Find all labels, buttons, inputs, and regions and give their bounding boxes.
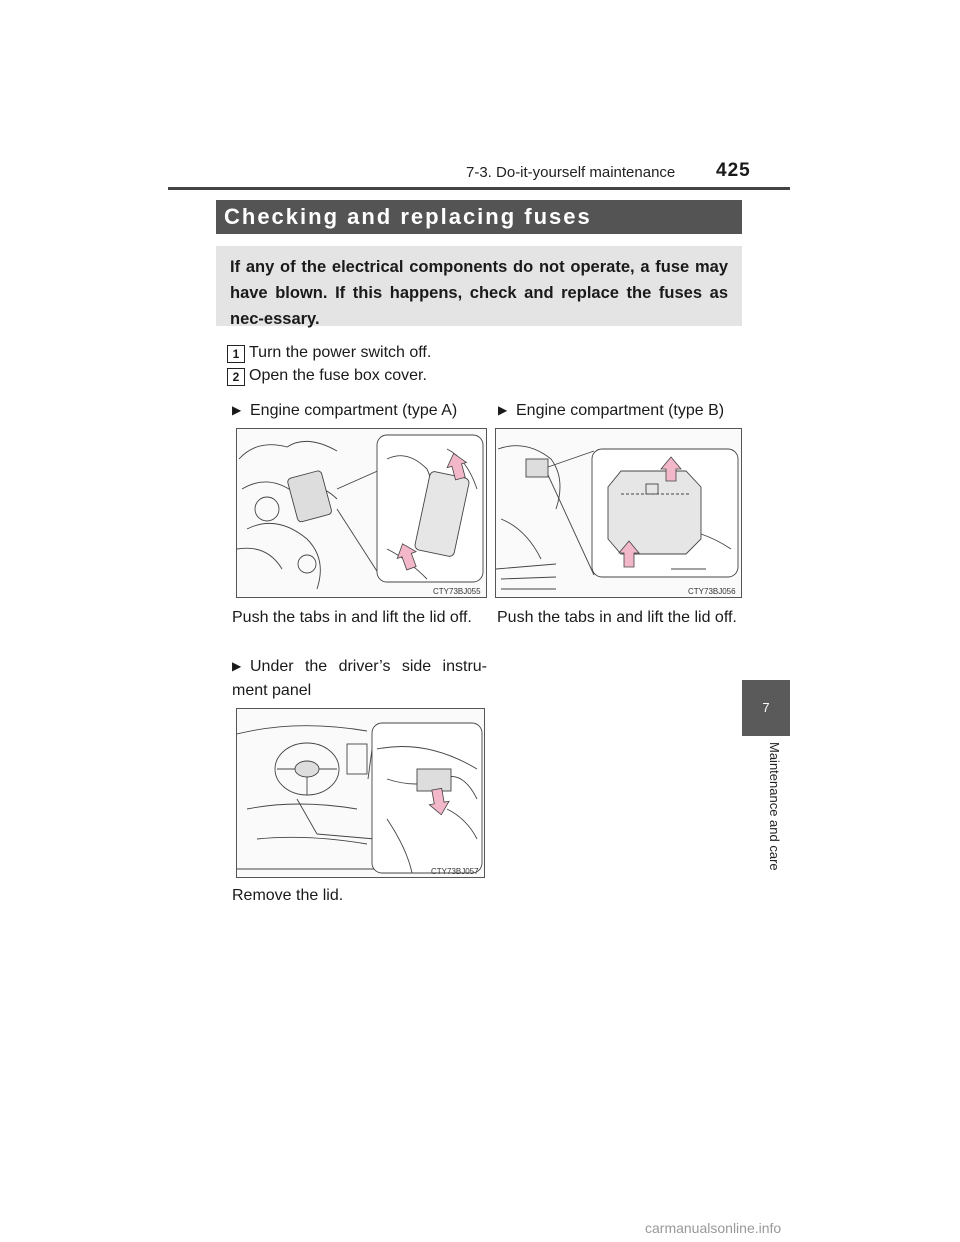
- figure-engine-type-a: [236, 428, 487, 598]
- figure-c-heading: ▶ Under the driver’s side instru-ment panel: [232, 654, 487, 703]
- watermark: carmanualsonline.info: [645, 1220, 782, 1236]
- triangle-right-icon: ▶: [498, 403, 508, 417]
- triangle-right-icon: ▶: [232, 659, 242, 673]
- figure-engine-type-b: [495, 428, 742, 598]
- figure-a-heading: ▶ Engine compartment (type A): [232, 398, 487, 423]
- chapter-tab-label: Maintenance and care: [767, 742, 782, 871]
- step-text-1: Turn the power switch off.: [249, 344, 432, 361]
- chapter-tab-number: 7: [742, 680, 790, 736]
- figure-a-code: CTY73BJ055: [433, 587, 481, 596]
- figure-c-caption: Remove the lid.: [232, 887, 344, 904]
- step-badge-1: 1: [227, 345, 245, 363]
- page-title: Checking and replacing fuses: [216, 200, 742, 234]
- figure-b-caption: Push the tabs in and lift the lid off.: [497, 609, 737, 626]
- figure-b-heading: ▶ Engine compartment (type B): [498, 398, 743, 423]
- figure-instrument-panel: [236, 708, 485, 878]
- header-section: 7-3. Do-it-yourself maintenance: [466, 164, 676, 181]
- triangle-right-icon: ▶: [232, 403, 242, 417]
- intro-text: If any of the electrical components do not operate, a fuse may have blown. If this happens, check and replace the fuses as nec-essary.: [216, 246, 742, 326]
- step-badge-2: 2: [227, 368, 245, 386]
- step-text-2: Open the fuse box cover.: [249, 367, 427, 384]
- figure-a-caption: Push the tabs in and lift the lid off.: [232, 609, 472, 626]
- figure-c-code: CTY73BJ057: [431, 867, 479, 876]
- page-number: 425: [716, 160, 751, 181]
- figure-b-code: CTY73BJ056: [688, 587, 736, 596]
- header-rule: [168, 187, 790, 190]
